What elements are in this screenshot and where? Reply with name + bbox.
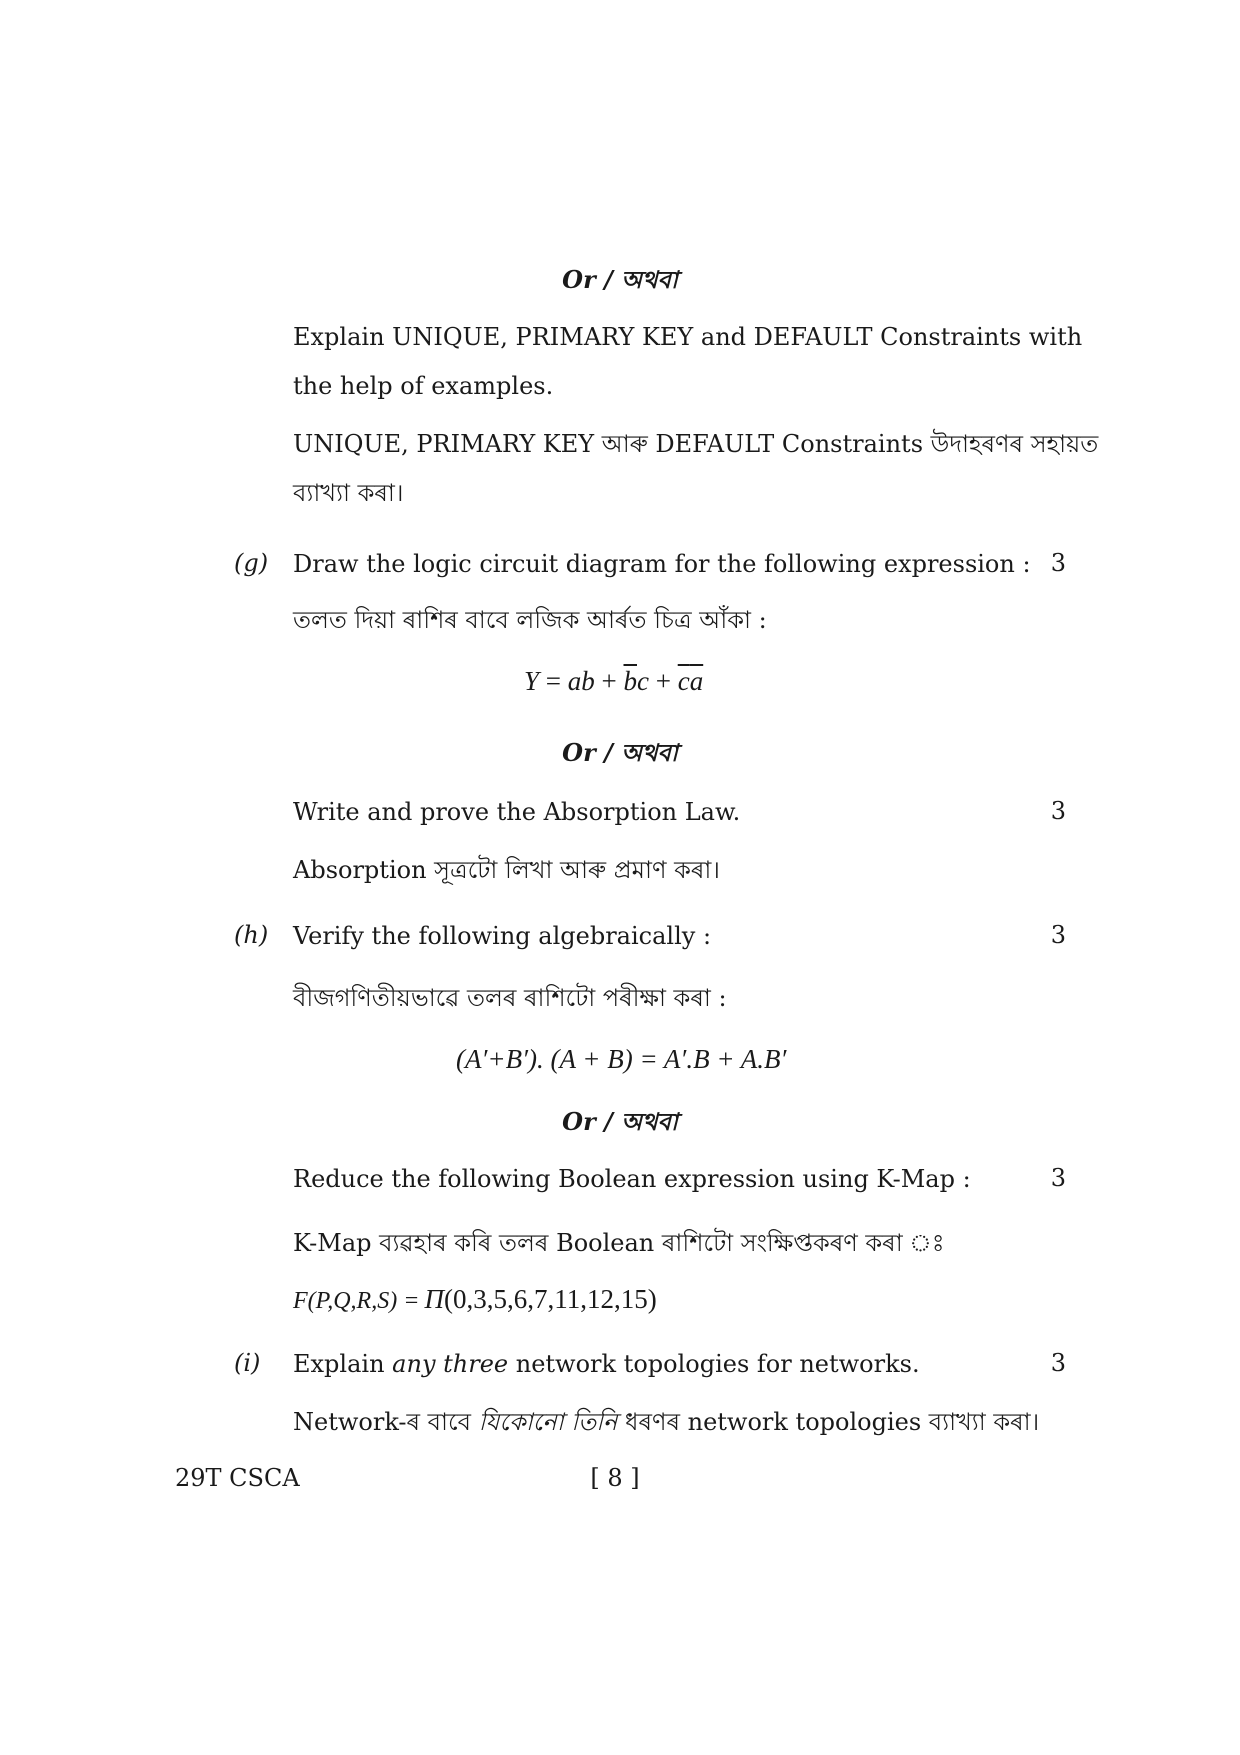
eq-equals: = — [545, 666, 562, 696]
function-terms: (0,3,5,6,7,11,12,15) — [444, 1284, 657, 1314]
question-f-assamese-line2: ব্যাখ্যা কৰা। — [293, 479, 404, 507]
question-f-english-line2: the help of examples. — [293, 372, 554, 400]
question-i-assamese-post: ধৰণৰ network topologies ব্যাখ্যা কৰা। — [617, 1408, 1040, 1436]
question-i-marks: 3 — [1050, 1349, 1066, 1377]
question-h-equation: (A′+B′). (A + B) = A′.B + A.B′ — [456, 1044, 787, 1074]
footer-page-number: [ 8 ] — [590, 1464, 640, 1492]
eq-term-ab: ab — [567, 666, 595, 696]
question-i-english-pre: Explain — [293, 1350, 393, 1378]
question-g-assamese: তলত দিয়া ৰাশিৰ বাবে লজিক আৰ্ৰত চিত্ৰ আঁকা : — [293, 606, 767, 634]
eq-term-a-bar: $\overline{a}$ — [689, 666, 704, 696]
or-label: Or / অথবা — [562, 265, 678, 294]
question-h-assamese: বীজগণিতীয়ভাৱে তলৰ ৰাশিটো পৰীক্ষা কৰা : — [293, 984, 727, 1012]
question-h-alt-assamese: K-Map ব্যৱহাৰ কৰি তলৰ Boolean ৰাশিটো সংক্ষিপ্তকৰণ কৰা ঃ — [293, 1229, 945, 1257]
function-product-symbol: Π — [424, 1284, 444, 1314]
question-g-alt-assamese: Absorption সূত্ৰটো লিখা আৰু প্ৰমাণ কৰা। — [293, 856, 720, 884]
question-i-english-post: network topologies for networks. — [508, 1350, 920, 1378]
question-i-number: (i) — [234, 1349, 261, 1377]
or-label: Or / অথবা — [562, 738, 678, 767]
or-label: Or / অথবা — [562, 1107, 678, 1136]
question-g-marks: 3 — [1050, 549, 1066, 577]
question-h-marks: 3 — [1050, 921, 1066, 949]
question-g-alt-english: Write and prove the Absorption Law. — [293, 798, 741, 826]
question-i-assamese-emphasis: যিকোনো তিনি — [478, 1408, 618, 1436]
question-h-number: (h) — [234, 921, 269, 949]
question-h-alt-marks: 3 — [1050, 1164, 1066, 1192]
eq-plus-1: + — [601, 666, 617, 696]
question-f-english-line1: Explain UNIQUE, PRIMARY KEY and DEFAULT Constraints with — [293, 323, 1083, 351]
question-h-english: Verify the following algebraically : — [293, 922, 712, 950]
question-h-kmap-function — [293, 1284, 657, 1315]
question-i-assamese — [293, 1407, 1039, 1437]
question-g-number: (g) — [234, 549, 269, 577]
footer-paper-code: 29T CSCA — [175, 1464, 300, 1492]
question-g-english: Draw the logic circuit diagram for the following expression : — [293, 550, 1031, 578]
question-i-assamese-pre: Network-ৰ বাবে — [293, 1408, 479, 1436]
eq-term-c: c — [637, 666, 649, 696]
question-i-english — [293, 1349, 920, 1379]
question-g-alt-marks: 3 — [1050, 797, 1066, 825]
eq-plus-2: + — [655, 666, 671, 696]
question-h-alt-english: Reduce the following Boolean expression using K-Map : — [293, 1165, 971, 1193]
question-g-equation — [524, 666, 703, 697]
eq-term-b-bar: $\overline{b}$ — [623, 666, 637, 696]
function-lhs: F(P,Q,R,S) = — [293, 1288, 420, 1314]
eq-term-c-bar: $\overline{c}$ — [677, 666, 690, 696]
question-f-assamese-line1: UNIQUE, PRIMARY KEY আৰু DEFAULT Constraints উদাহৰণৰ সহায়ত — [293, 430, 1099, 458]
eq-lhs: Y — [524, 666, 540, 696]
question-i-english-emphasis: any three — [392, 1350, 509, 1378]
